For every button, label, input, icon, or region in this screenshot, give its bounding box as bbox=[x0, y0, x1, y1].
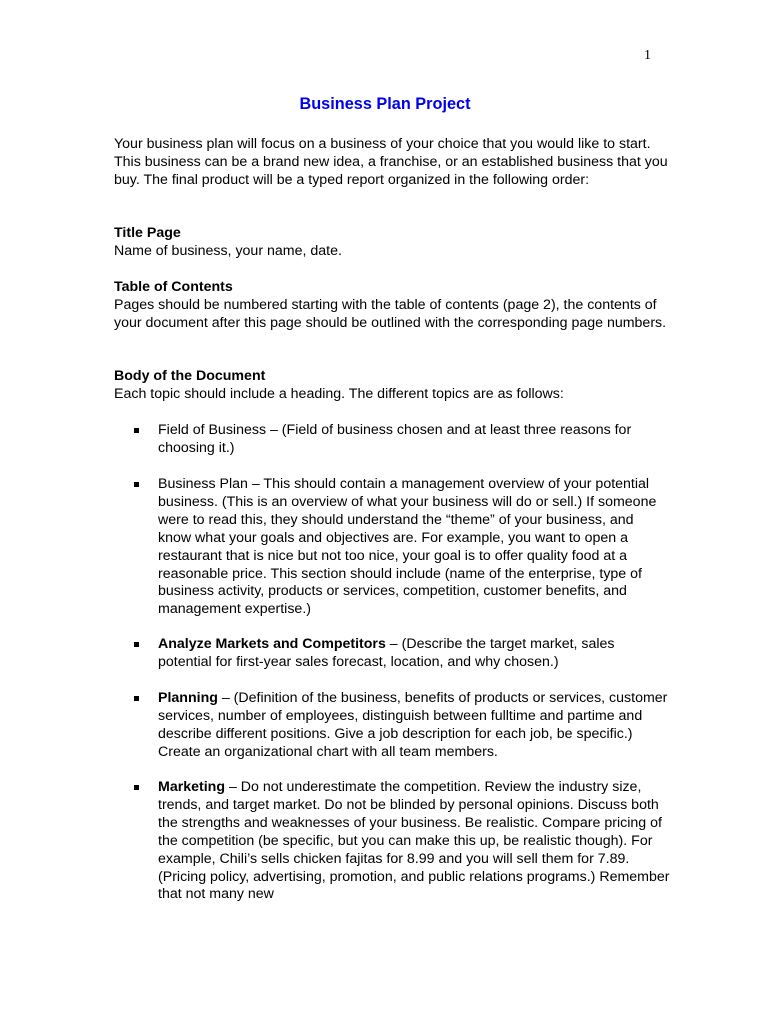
topic-description: Business Plan – This should contain a management overview of your potential business. (This is an overview of what your business will do or sell.) If someone were to read this, they should understand the “theme” of your business, and know what your goals and objectives are. For example, you want to open a restaurant that is nice but not too nice, your goal is to offer quality food at a reasonable price. This section should include (name of the enterprise, type of business activity, products or services, competition, customer benefits, and management expertise.) bbox=[158, 476, 657, 618]
section-body-of-document bbox=[114, 368, 674, 404]
section-table-of-contents bbox=[114, 279, 674, 333]
square-bullet-icon bbox=[134, 482, 139, 487]
section-heading: Table of Contents bbox=[114, 279, 233, 295]
list-item-text bbox=[158, 636, 670, 672]
topic-description: – (Definition of the business, benefits of products or services, customer services, number of employees, distinguish between fulltime and partime and describe different positions. Give a job description for each job, be specific.) Create an organizational chart with all team members. bbox=[158, 690, 668, 760]
topic-lead: Analyze Markets and Competitors bbox=[158, 636, 386, 652]
section-text: Name of business, your name, date. bbox=[114, 242, 342, 259]
page-number: 1 bbox=[644, 48, 651, 63]
square-bullet-icon bbox=[134, 785, 139, 790]
topic-description: Field of Business – (Field of business chosen and at least three reasons for choosing it.) bbox=[158, 422, 632, 456]
section-text: Pages should be numbered starting with the table of contents (page 2), the contents of your document after this page should be outlined with the corresponding page numbers. bbox=[114, 296, 667, 331]
document-title: Business Plan Project bbox=[299, 95, 471, 113]
intro-paragraph: Your business plan will focus on a business of your choice that you would like to start. This business can be a brand new idea, a franchise, or an established business that you buy. The final product will be a typed report organized in the following order: bbox=[114, 136, 668, 188]
square-bullet-icon bbox=[134, 428, 139, 433]
list-item-text bbox=[158, 422, 670, 458]
section-heading: Title Page bbox=[114, 225, 181, 241]
square-bullet-icon bbox=[134, 696, 139, 701]
list-item-text bbox=[158, 476, 670, 619]
section-heading: Body of the Document bbox=[114, 368, 266, 384]
topic-description: – Do not underestimate the competition. Review the industry size, trends, and target market. Do not be blinded by personal opinions. Discuss both the strengths and weaknesses of your business. Be realistic. Compare pricing of the competition (be specific, but you can make this up, be realistic though). For example, Chili’s sells chicken fajitas for 8.99 and you will sell them for 7.89. (Pricing policy, advertising, promotion, and public relations programs.) Remember that not many new bbox=[158, 779, 670, 903]
list-item-text bbox=[158, 690, 670, 762]
section-title-page bbox=[114, 225, 674, 261]
topic-lead: Marketing bbox=[158, 779, 226, 795]
topic-description: – (Describe the target market, sales potential for first-year sales forecast, location, and why chosen.) bbox=[158, 636, 615, 670]
list-item-text bbox=[158, 779, 670, 904]
square-bullet-icon bbox=[134, 642, 139, 647]
topic-lead: Planning bbox=[158, 690, 218, 706]
section-text: Each topic should include a heading. The different topics are as follows: bbox=[114, 385, 564, 402]
